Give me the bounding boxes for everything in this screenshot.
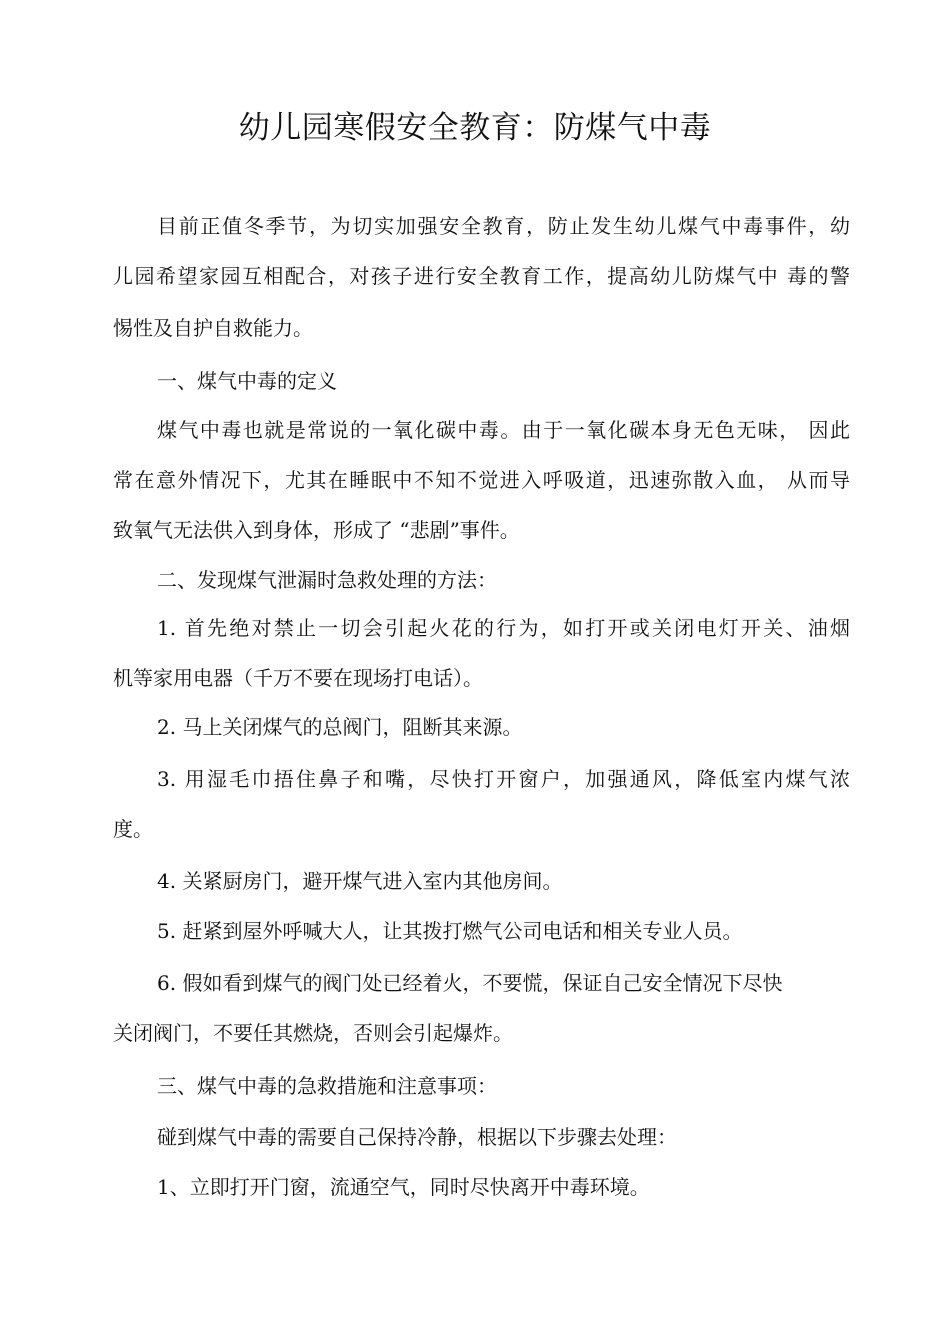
step-6-line-2: 关闭阀门，不要任其燃烧，否则会引起爆炸。 xyxy=(113,1021,513,1045)
rescue-step-1-line: 1、立即打开门窗，流通空气，同时尽快离开中毒环境。 xyxy=(157,1175,650,1199)
intro-line-2: 儿园希望家园互相配合，对孩子进行安全教育工作，提高幼儿防煤气中 毒的警 xyxy=(113,264,850,288)
intro-line-1: 目前正值冬季节，为切实加强安全教育，防止发生幼儿煤气中毒事件，幼 xyxy=(157,214,850,238)
definition-line-2: 常在意外情况下，尤其在睡眠中不知不觉进入呼吸道，迅速弥散入血， 从而导 xyxy=(113,468,850,492)
step-3-line-1: 3. 用湿毛巾捂住鼻子和嘴，尽快打开窗户，加强通风，降低室内煤气浓 xyxy=(157,767,850,791)
definition-line-1: 煤气中毒也就是常说的一氧化碳中毒。由于一氧化碳本身无色无味， 因此 xyxy=(157,418,850,442)
section-3-intro-line: 碰到煤气中毒的需要自己保持冷静，根据以下步骤去处理： xyxy=(157,1125,677,1149)
definition-line-3: 致氧气无法供入到身体，形成了 “悲剧”事件。 xyxy=(113,518,520,542)
page-title: 幼儿园寒假安全教育：防煤气中毒 xyxy=(238,110,712,146)
section-2-heading: 二、发现煤气泄漏时急救处理的方法： xyxy=(157,568,497,592)
step-2-line: 2. 马上关闭煤气的总阀门，阻断其来源。 xyxy=(157,715,523,739)
step-1-line-1: 1. 首先绝对禁止一切会引起火花的行为，如打开或关闭电灯开关、油烟 xyxy=(157,616,850,640)
section-3-heading: 三、煤气中毒的急救措施和注意事项： xyxy=(157,1074,497,1098)
step-6-line-1: 6. 假如看到煤气的阀门处已经着火，不要慌，保证自己安全情况下尽快 xyxy=(157,971,783,995)
section-1-heading: 一、煤气中毒的定义 xyxy=(157,369,337,393)
step-5-line: 5. 赶紧到屋外呼喊大人，让其拨打燃气公司电话和相关专业人员。 xyxy=(157,919,743,943)
step-3-line-2: 度。 xyxy=(113,817,153,841)
step-4-line: 4. 关紧厨房门，避开煤气进入室内其他房间。 xyxy=(157,869,563,893)
step-1-line-2: 机等家用电器（千万不要在现场打电话）。 xyxy=(113,666,483,690)
intro-line-3: 惕性及自护自救能力。 xyxy=(113,316,313,340)
